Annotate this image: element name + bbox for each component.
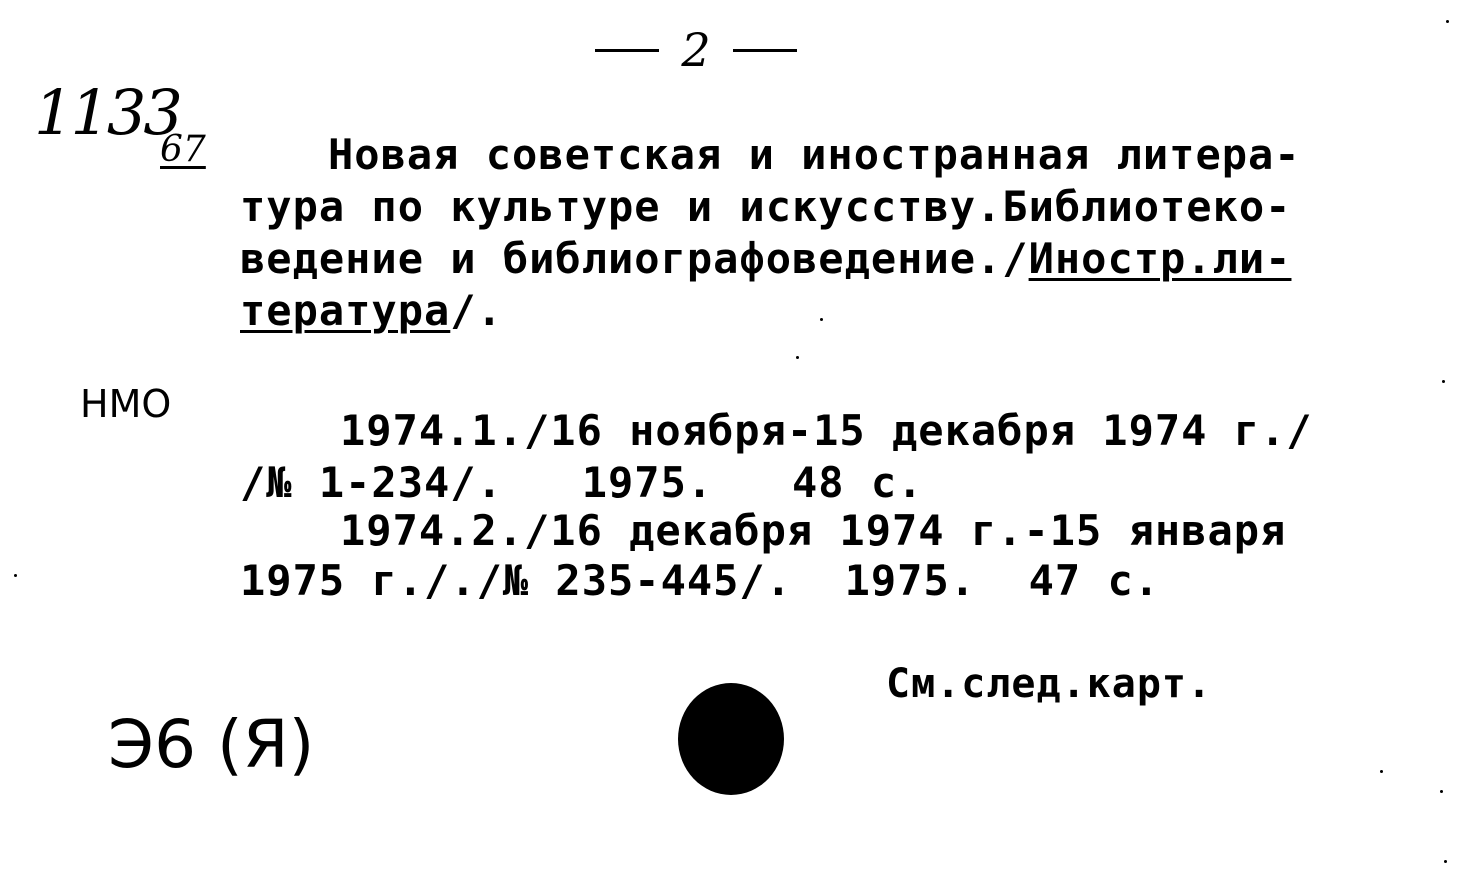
page-number-dash-left xyxy=(595,49,659,52)
call-number-sub: 67 xyxy=(160,129,206,170)
call-number: 1133 xyxy=(34,76,180,149)
holdings-line-3: 1974.2./16 декабря 1974 г.-15 января xyxy=(340,506,1287,555)
paper-speck xyxy=(1442,380,1445,383)
paper-speck xyxy=(1440,790,1443,793)
paper-speck xyxy=(1380,770,1383,773)
paper-speck xyxy=(1446,20,1449,23)
title-line-4 xyxy=(240,286,503,335)
see-next-card-note: См.след.карт. xyxy=(886,661,1213,707)
title-line-3-text: ведение и библиографоведение./ xyxy=(240,234,1029,283)
punch-hole xyxy=(678,683,784,795)
holdings-line-2: /№ 1-234/. 1975. 48 с. xyxy=(240,458,924,507)
holdings-line-1: 1974.1./16 ноября-15 декабря 1974 г./ xyxy=(340,406,1313,455)
page-number xyxy=(580,23,812,77)
section-mark: НМО xyxy=(80,382,172,426)
paper-speck xyxy=(14,574,17,577)
page-number-dash-right xyxy=(733,49,797,52)
paper-speck xyxy=(1444,860,1447,863)
paper-speck xyxy=(820,318,823,321)
title-line-4-end: /. xyxy=(450,286,503,335)
title-line-4-underlined: тература xyxy=(240,286,451,335)
paper-speck xyxy=(796,356,799,359)
page-number-value: 2 xyxy=(681,23,711,77)
title-line-3-underlined: Иностр.ли- xyxy=(1028,234,1292,283)
holdings-line-4: 1975 г././№ 235-445/. 1975. 47 с. xyxy=(240,556,1161,605)
title-line-3 xyxy=(240,234,1292,283)
title-line-1: Новая советская и иностранная литера- xyxy=(328,130,1301,179)
classification-mark: Э6 (Я) xyxy=(108,706,315,783)
title-line-2: тура по культуре и искусству.Библиотеко- xyxy=(240,182,1292,231)
